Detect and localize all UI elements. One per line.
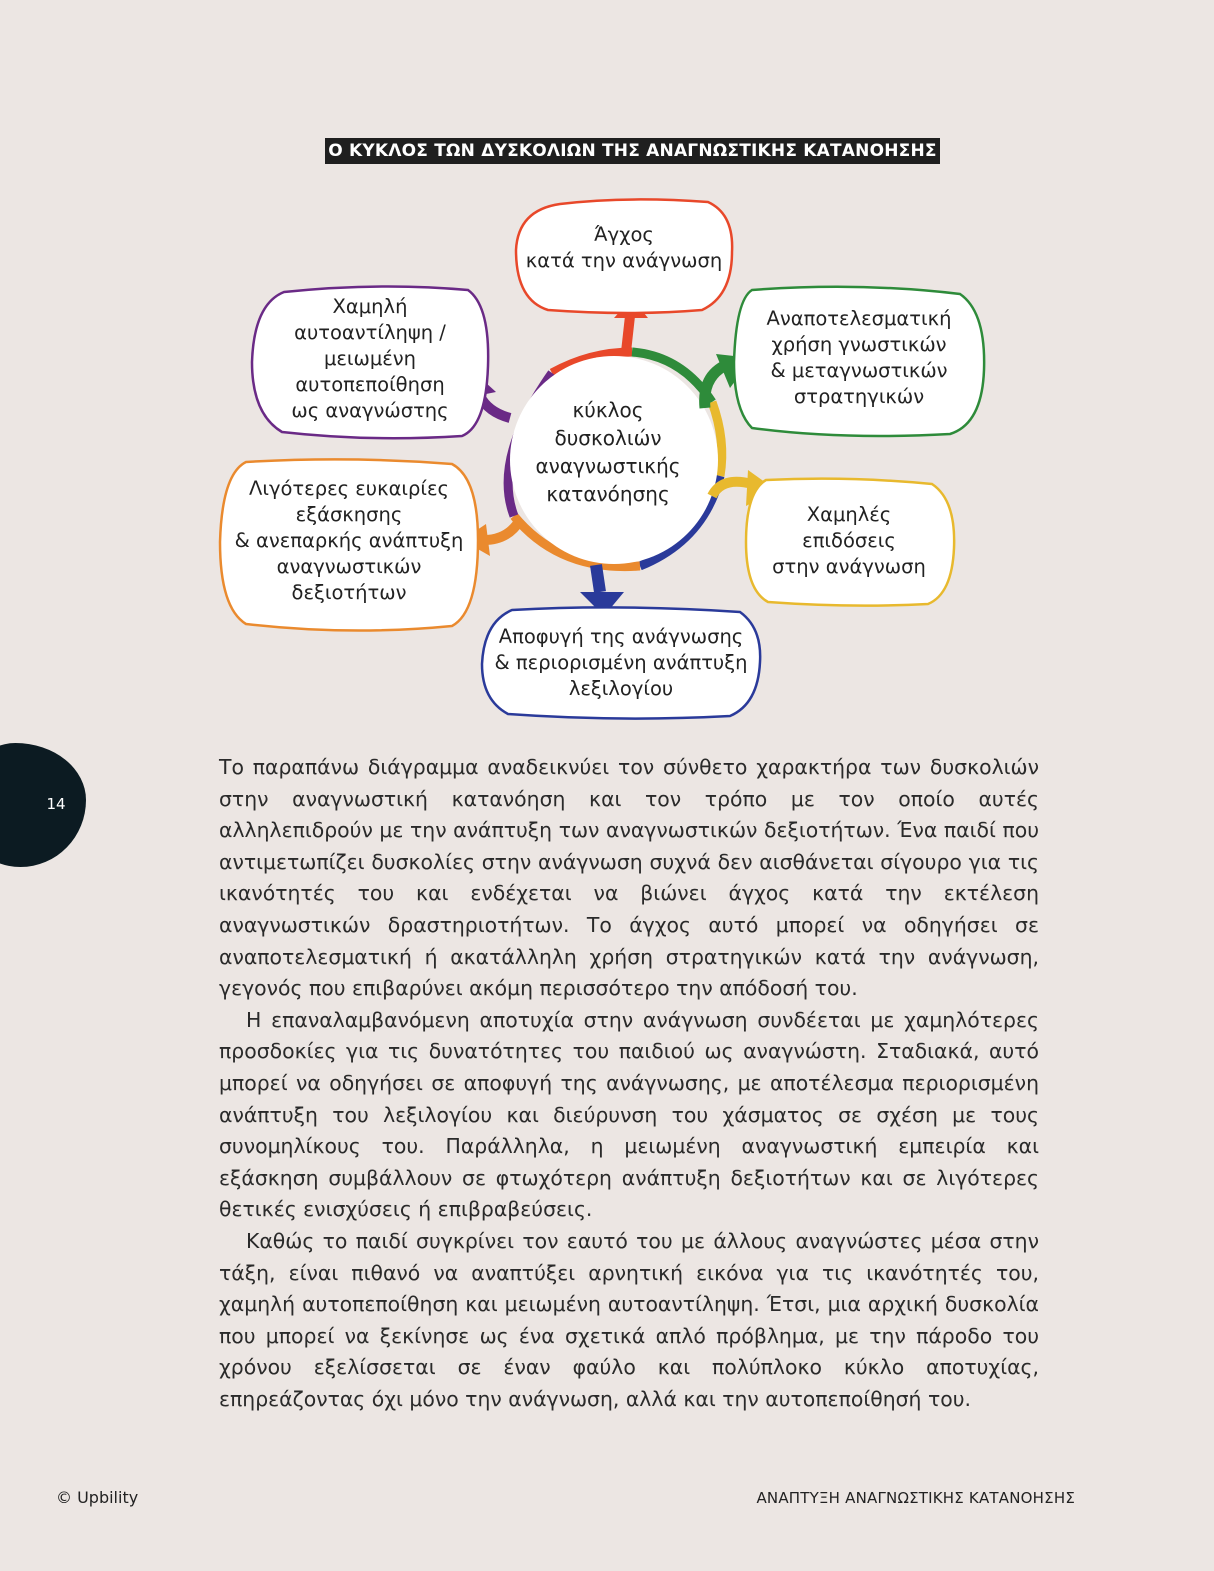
footer-running-title: ΑΝΑΠΤΥΞΗ ΑΝΑΓΝΩΣΤΙΚΗΣ ΚΑΤΑΝΟΗΣΗΣ xyxy=(756,1489,1075,1507)
node-avoidance-label: Αποφυγή της ανάγνωσης & περιορισμένη ανάπτυξη λεξιλογίου xyxy=(494,625,748,700)
node-strategies-label: Αναποτελεσματική χρήση γνωστικών & μεταγνωστικών στρατηγικών xyxy=(766,307,952,408)
center-label: κύκλος δυσκολιών αναγνωστικής κατανόησης xyxy=(535,398,681,506)
paragraph: Καθώς το παιδί συγκρίνει τον εαυτό του με άλλους αναγνώστες μέσα στην τάξη, είναι πιθανό να αναπτύξει αρνητική εικόνα για τις ικανότητές του, χαμηλή αυτοπεποίθηση και μειωμένη αυτοαντίληψη. Έτσι, μια αρχική δυσκολία που μπορεί να ξεκίνησε ως ένα σχετικά απλό πρόβλημα, με την πάροδο του χρόνου εξελίσσεται σε έναν φαύλο και πολύπλοκο κύκλο αποτυχίας, επηρεάζοντας όχι μόνο την ανάγνωση, αλλά και την αυτοπεποίθησή του. xyxy=(219,1228,1039,1411)
paragraph: Το παραπάνω διάγραμμα αναδεικνύει τον σύνθετο χαρακτήρα των δυσκολιών στην αναγνωστική κατανόηση και τον τρόπο με τον οποίο αυτές αλληλεπιδρούν με την ανάπτυξη των αναγνωστικών δεξιοτήτων. Ένα παιδί που αντιμετωπίζει δυσκολίες στην ανάγνωση συχνά δεν αισθάνεται σίγουρο για τις ικανότητές του και ενδέχεται να βιώνει άγχος κατά την εκτέλεση αναγνωστικών δραστηριοτήτων. Το άγχος αυτό μπορεί να οδηγήσει σε αναποτελεσματική ή ακατάλληλη χρήση στρατηγικών κατά την ανάγνωση, γεγονός που επιβαρύνει ακόμη περισσότερο την απόδοσή του. xyxy=(219,755,1039,1001)
node-performance-label: Χαμηλές επιδόσεις στην ανάγνωση xyxy=(772,503,926,578)
node-practice-label: Λιγότερες ευκαιρίες εξάσκησης & ανεπαρκής ανάπτυξη αναγνωστικών δεξιοτήτων xyxy=(234,477,464,604)
paragraph: Η επαναλαμβανόμενη αποτυχία στην ανάγνωση συνδέεται με χαμηλότερες προσδοκίες για τις δυνατότητες του παιδιού ως αναγνώστη. Σταδιακά, αυτό μπορεί να οδηγήσει σε αποφυγή της ανάγνωσης, με αποτέλεσμα περιορισμένη ανάπτυξη του λεξιλογίου και διεύρυνση του χάσματος σε σχέση με τους συνομηλίκους του. Παράλληλα, η μειωμένη αναγνωστική εμπειρία και εξάσκηση συμβάλλουν σε φτωχότερη ανάπτυξη δεξιοτήτων και σε λιγότερες θετικές ενισχύσεις ή επιβραβεύσεις. xyxy=(219,1007,1039,1222)
footer-copyright: © Upbility xyxy=(56,1488,139,1507)
body-text xyxy=(219,752,1039,1415)
page-number: 14 xyxy=(46,795,66,813)
node-selfperception-label: Χαμηλή αυτοαντίληψη / μειωμένη αυτοπεποίθηση ως αναγνώστης xyxy=(291,295,449,422)
diagram-title: Ο ΚΥΚΛΟΣ ΤΩΝ ΔΥΣΚΟΛΙΩΝ ΤΗΣ ΑΝΑΓΝΩΣΤΙΚΗΣ ΚΑΤΑΝΟΗΣΗΣ xyxy=(325,138,940,164)
node-anxiety-label: Άγχος κατά την ανάγνωση xyxy=(525,223,723,272)
